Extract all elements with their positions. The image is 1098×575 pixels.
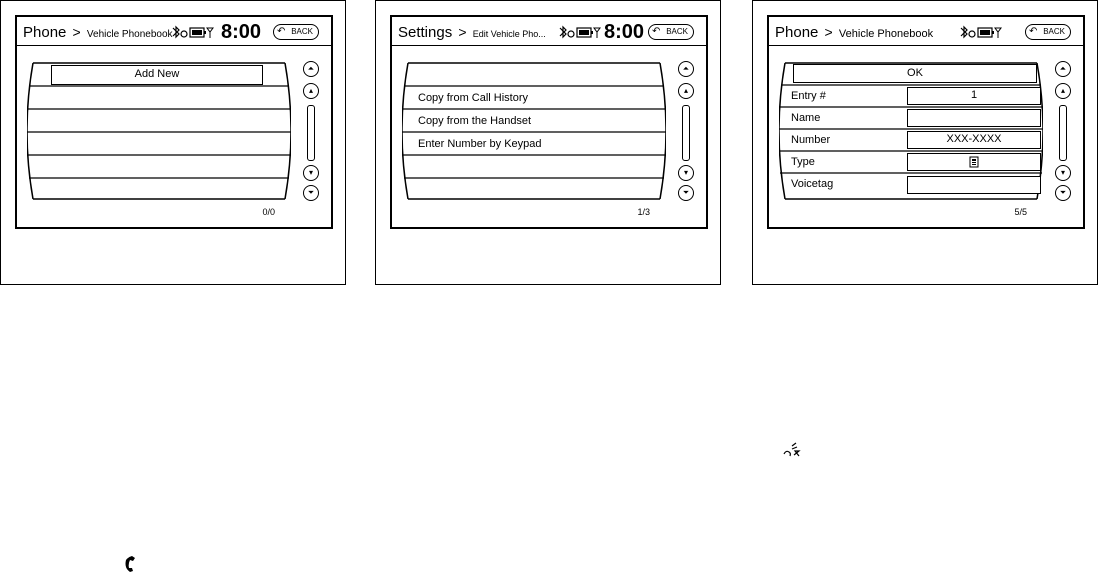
page-up-button[interactable]: ⏶	[678, 61, 694, 77]
type-field[interactable]	[907, 153, 1041, 171]
page-counter: 5/5	[1014, 207, 1027, 217]
scroll-up-button[interactable]: ▴	[678, 83, 694, 99]
bluetooth-icon	[558, 24, 602, 40]
page-down-button[interactable]: ⏷	[1055, 185, 1071, 201]
screen-panel-edit-settings	[375, 0, 721, 285]
screen-panel-new-entry	[752, 0, 1098, 285]
number-field[interactable]	[907, 131, 1041, 149]
scroll-controls	[674, 61, 700, 201]
entry-number-field[interactable]	[907, 87, 1041, 105]
display-screen	[15, 15, 333, 229]
breadcrumb-separator: >	[458, 24, 467, 40]
entry-form	[779, 61, 1043, 201]
menu-item-copy-handset[interactable]	[418, 110, 531, 132]
voicetag-field[interactable]	[907, 176, 1041, 194]
header-divider	[392, 45, 706, 46]
scrollbar-track[interactable]	[307, 105, 315, 161]
page-title: Phone	[775, 24, 819, 41]
return-arrow-icon: ↶	[652, 26, 661, 37]
header-bar	[773, 20, 1079, 46]
field-label-name: Name	[791, 112, 821, 124]
field-label-number: Number	[791, 134, 831, 146]
field-label-voicetag: Voicetag	[791, 178, 834, 190]
display-screen	[767, 15, 1085, 229]
header-bar	[396, 20, 702, 46]
list	[402, 61, 666, 201]
add-new-label: Add New	[134, 68, 180, 80]
page-down-button[interactable]: ⏷	[303, 185, 319, 201]
status-icons	[959, 24, 1003, 42]
back-button[interactable]	[648, 24, 694, 40]
clock: 8:00	[604, 21, 645, 43]
scrollbar-track[interactable]	[1059, 105, 1067, 161]
return-arrow-icon: ↶	[1029, 26, 1038, 37]
scroll-controls	[299, 61, 325, 201]
field-label-type: Type	[791, 156, 815, 168]
phone-type-icon	[969, 156, 979, 168]
scroll-down-button[interactable]: ▾	[678, 165, 694, 181]
clock: 8:00	[221, 21, 262, 43]
breadcrumb-separator: >	[824, 24, 833, 40]
scroll-controls	[1051, 61, 1077, 201]
page-counter: 1/3	[637, 207, 650, 217]
entry-number-value: 1	[970, 89, 978, 101]
scroll-down-button[interactable]: ▾	[303, 165, 319, 181]
display-screen	[390, 15, 708, 229]
header-divider	[17, 45, 331, 46]
number-value: XXX-XXXX	[946, 133, 1002, 145]
back-label: BACK	[1043, 27, 1065, 36]
add-new-button[interactable]	[51, 65, 263, 85]
page-subtitle: Vehicle Phonebook	[86, 29, 173, 40]
page-up-button[interactable]: ⏶	[1055, 61, 1071, 77]
breadcrumb-separator: >	[72, 24, 81, 40]
page-subtitle: Vehicle Phonebook	[838, 28, 934, 40]
ok-button[interactable]	[793, 64, 1037, 83]
status-icons	[558, 24, 602, 42]
scroll-down-button[interactable]: ▾	[1055, 165, 1071, 181]
scrollbar-track[interactable]	[682, 105, 690, 161]
page-down-button[interactable]: ⏷	[678, 185, 694, 201]
menu-item-copy-call-history[interactable]	[418, 87, 528, 109]
name-field[interactable]	[907, 109, 1041, 127]
scroll-up-button[interactable]: ▴	[303, 83, 319, 99]
return-arrow-icon: ↶	[277, 26, 286, 37]
header-bar	[21, 20, 327, 46]
page-title: Phone	[23, 24, 67, 41]
menu-item-label: Copy from the Handset	[418, 115, 532, 127]
menu-item-label: Copy from Call History	[418, 92, 529, 104]
bluetooth-icon	[171, 24, 215, 40]
ok-label: OK	[907, 67, 923, 79]
back-label: BACK	[291, 27, 313, 36]
breadcrumb	[23, 24, 173, 41]
page-subtitle: Edit Vehicle Pho...	[472, 29, 546, 39]
menu-item-label: Enter Number by Keypad	[418, 138, 542, 150]
bluetooth-icon	[959, 24, 1003, 40]
back-button[interactable]	[273, 24, 319, 40]
page-up-button[interactable]: ⏶	[303, 61, 319, 77]
breadcrumb	[398, 24, 546, 41]
menu-item-enter-keypad[interactable]	[418, 133, 542, 155]
header-divider	[769, 45, 1083, 46]
field-label-entry: Entry #	[791, 90, 826, 102]
scroll-up-button[interactable]: ▴	[1055, 83, 1071, 99]
voice-talk-icon	[782, 442, 802, 458]
breadcrumb	[775, 24, 933, 41]
back-button[interactable]	[1025, 24, 1071, 40]
back-label: BACK	[666, 27, 688, 36]
page-counter: 0/0	[262, 207, 275, 217]
status-icons	[171, 24, 215, 42]
screen-panel-phonebook	[0, 0, 346, 285]
list	[27, 61, 291, 201]
page-title: Settings	[398, 24, 453, 41]
phone-handset-icon	[122, 555, 136, 573]
